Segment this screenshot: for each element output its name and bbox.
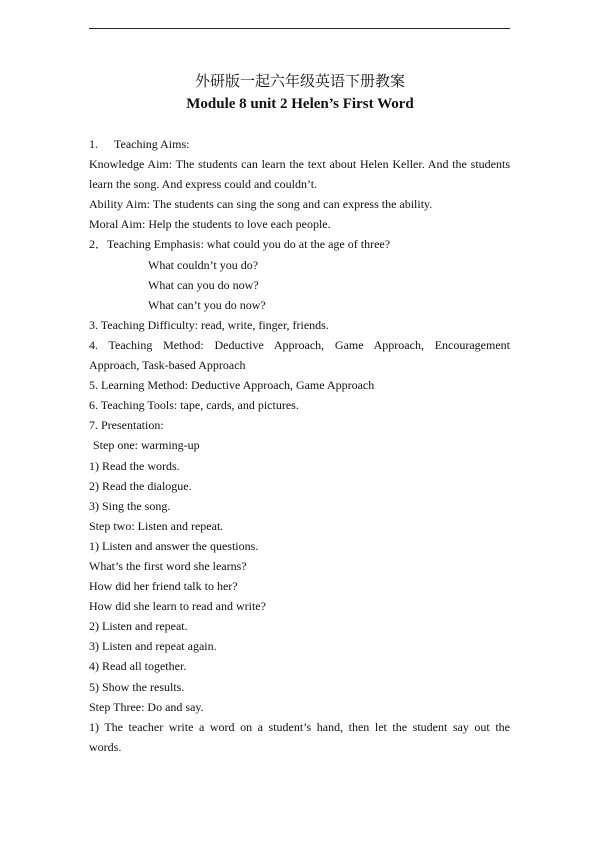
teaching-method-line-1: 4. Teaching Method: Deductive Approach, Game Approach, Encouragement xyxy=(89,337,510,352)
step-one-item-1: 1) Read the words. xyxy=(89,458,180,473)
header-rule xyxy=(89,28,510,29)
question-first-word: What’s the first word she learns? xyxy=(89,558,247,573)
step-one-item-3: 3) Sing the song. xyxy=(89,498,171,513)
emphasis-question-2: What can you do now? xyxy=(148,277,259,292)
question-read-write: How did she learn to read and write? xyxy=(89,599,266,614)
step-two-item-1: 1) Listen and answer the questions. xyxy=(89,538,259,553)
teaching-emphasis: 2．Teaching Emphasis: what could you do at the age of three? xyxy=(89,237,391,252)
section-heading: Teaching Aims: xyxy=(114,137,190,151)
step-one-item-2: 2) Read the dialogue. xyxy=(89,478,192,493)
step-three-item-1-line-2: words. xyxy=(89,739,122,754)
question-friend-talk: How did her friend talk to her? xyxy=(89,579,238,594)
step-two-item-4: 4) Read all together. xyxy=(89,659,187,674)
presentation-heading: 7. Presentation: xyxy=(89,418,164,433)
step-three-item-1-line-1: 1) The teacher write a word on a student’s hand, then let the student say out the xyxy=(89,719,510,734)
step-two-item-2: 2) Listen and repeat. xyxy=(89,619,188,634)
teaching-method-line-2: Approach, Task-based Approach xyxy=(89,358,246,373)
lesson-plan-body xyxy=(89,134,510,757)
step-one-heading: Step one: warming-up xyxy=(93,438,200,453)
moral-aim: Moral Aim: Help the students to love each people. xyxy=(89,217,331,232)
step-two-item-3: 3) Listen and repeat again. xyxy=(89,639,217,654)
step-three-heading: Step Three: Do and say. xyxy=(89,699,204,714)
emphasis-question-3: What can’t you do now? xyxy=(148,297,266,312)
section-number: 1. xyxy=(89,137,98,151)
document-title-chinese: 外研版一起六年级英语下册教案 xyxy=(194,72,405,90)
knowledge-aim-line-1: Knowledge Aim: The students can learn the text about Helen Keller. And the students xyxy=(89,157,510,172)
knowledge-aim-line-2: learn the song. And express could and couldn’t. xyxy=(89,177,318,192)
section-teaching-aims xyxy=(89,134,510,154)
step-two-heading: Step two: Listen and repeat. xyxy=(89,518,224,533)
learning-method: 5. Learning Method: Deductive Approach, Game Approach xyxy=(89,378,375,393)
step-two-item-5: 5) Show the results. xyxy=(89,679,185,694)
teaching-difficulty: 3. Teaching Difficulty: read, write, finger, friends. xyxy=(89,317,329,332)
teaching-tools: 6. Teaching Tools: tape, cards, and pictures. xyxy=(89,398,299,413)
emphasis-question-1: What couldn’t you do? xyxy=(148,257,259,272)
document-title-english: Module 8 unit 2 Helen’s First Word xyxy=(186,96,414,112)
ability-aim: Ability Aim: The students can sing the song and can express the ability. xyxy=(89,197,433,212)
